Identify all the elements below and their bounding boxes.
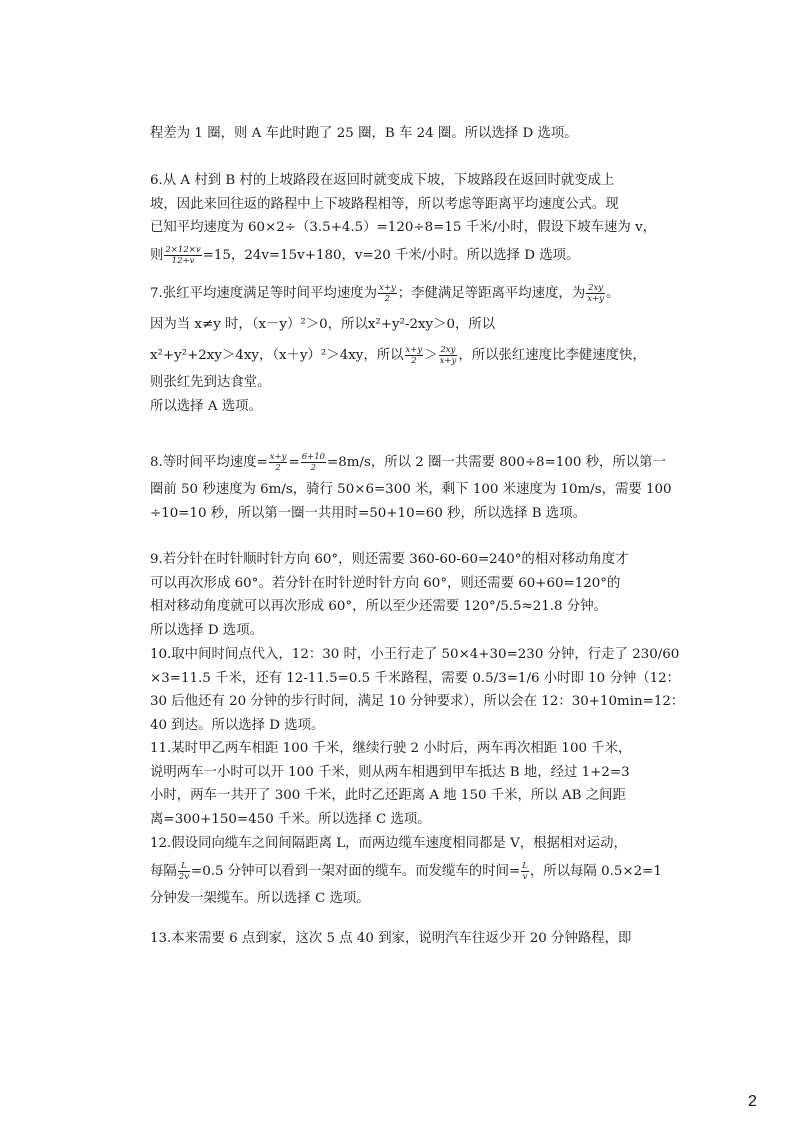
fraction <box>378 283 397 304</box>
text-line-with-fraction <box>150 447 666 478</box>
fraction-denominator: 2 <box>411 356 417 366</box>
fraction <box>586 283 605 304</box>
text-line: 已知平均速度为 60×2÷（3.5+4.5）=120÷8=15 千米/小时，假设下坡车速为 v， <box>150 220 657 235</box>
text-line: 9.若分针在时针顺时针方向 60°，则还需要 360-60-60=240°的相对移动角度才 <box>150 552 629 567</box>
text-fragment: ，所以每隔 0.5×2=1 <box>529 863 662 879</box>
text-fragment: =8m/s，所以 2 圈一共需要 800÷8=100 秒，所以第一 <box>327 455 666 470</box>
fraction-denominator: 2 <box>384 294 391 304</box>
text-fragment: ＞ <box>424 348 438 363</box>
fraction-numerator: 2xy <box>440 345 456 355</box>
paragraph-13 <box>150 927 650 951</box>
fraction <box>439 345 458 366</box>
text-fragment: ；李健满足等距离平均速度，为 <box>397 286 586 301</box>
text-line: 30 后他还有 20 分钟的步行时间，满足 10 分钟要求），所以会在 12：30+10min=12： <box>150 694 685 709</box>
fraction-numerator: x+y <box>379 283 396 293</box>
text-line: 10.取中间时间点代入，12：30 时，小王行走了 50×4+30=230 分钟，行走了 230/60 <box>150 647 680 662</box>
text-line: 小时，两车一共开了 300 千米，此时乙还距离 A 地 150 千米，所以 AB 之间距 <box>150 788 626 803</box>
text-line: 40 到达。所以选择 D 选项。 <box>150 717 325 733</box>
paragraph-10 <box>150 643 685 737</box>
text-line: 12.假设同向缆车之间间隔距离 L，而两边缆车速度相同都是 V，根据相对运动， <box>150 836 627 851</box>
text-line: 6.从 A 村到 B 村的上坡路段在返回时就变成下坡，下坡路段在返回时就变成上 <box>150 173 615 188</box>
text-line: 所以选择 D 选项。 <box>150 622 263 638</box>
text-line: 相对移动角度就可以再次形成 60°，所以至少还需要 120°/5.5≈21.8 分钟。 <box>150 599 607 614</box>
fraction-denominator: x+y <box>439 356 457 366</box>
fraction-numerator: L <box>178 861 190 872</box>
text-fragment: =15，24v=15v+180，v=20 千米/小时。所以选择 D 选项。 <box>202 247 580 263</box>
paragraph-8 <box>150 447 672 525</box>
text-fragment: =0.5 分钟可以看到一架对面的缆车。而发缆车的时间= <box>191 863 521 879</box>
paragraph-12 <box>150 832 662 910</box>
fraction-numerator: 2xy <box>588 283 604 293</box>
paragraph-9 <box>150 548 650 642</box>
fraction-numerator: x+y <box>405 345 423 355</box>
fraction <box>164 245 201 266</box>
text-line: 所以选择 A 选项。 <box>150 398 262 414</box>
text-line: 因为当 x≠y 时，（x－y）²＞0，所以x²+y²-2xy＞0，所以 <box>150 317 496 332</box>
fraction-denominator: 2v <box>178 871 189 882</box>
text-line: 离=300+150=450 千米。所以选择 C 选项。 <box>150 811 431 827</box>
text-line: ÷10=10 秒，所以第一圈一共用时=50+10=60 秒，所以选择 B 选项。 <box>150 505 586 521</box>
text-fragment: ，所以张红速度比李健速度快， <box>458 348 646 363</box>
fraction-denominator: 2 <box>310 463 317 473</box>
text-line: 圈前 50 秒速度为 6m/s，骑行 50×6=300 米，剩下 100 米速度为 10m/s，需要 100 <box>150 482 672 497</box>
text-line: ×3=11.5 千米，还有 12-11.5=0.5 千米路程，需要 0.5/3=1/6 小时即 10 分钟（12： <box>150 670 681 686</box>
paragraph-6 <box>150 169 657 271</box>
paragraph-7 <box>150 278 650 418</box>
fraction <box>178 861 190 882</box>
text-line: 说明两车一小时可以开 100 千米，则从两车相遇到甲车抵达 B 地，经过 1+2=3 <box>150 764 630 780</box>
fraction-numerator: x+y <box>269 452 287 462</box>
text-line: 程差为 1 圈，则 A 车此时跑了 25 圈，B 车 24 圈。所以选择 D 选项。 <box>150 126 578 141</box>
text-line-with-fraction <box>150 340 650 371</box>
fraction-denominator: v <box>522 871 528 882</box>
text-line: 可以再次形成 60°。若分针在时针逆时针方向 60°，则还需要 60+60=120°的 <box>150 575 621 591</box>
text-line: 坡，因此来回往返的路程中上下坡路程相等，所以考虑等距离平均速度公式。现 <box>150 196 619 212</box>
text-fragment: 8.等时间平均速度= <box>150 455 268 470</box>
text-line: 则张红先到达食堂。 <box>150 375 271 390</box>
fraction-numerator: 6+10 <box>301 452 326 462</box>
text-fragment: 每隔 <box>150 863 177 879</box>
fraction-numerator: L <box>522 860 528 871</box>
fraction-denominator: x+y <box>587 294 604 304</box>
text-line-with-fraction <box>150 278 650 309</box>
text-fragment: 则 <box>150 247 164 263</box>
text-line-with-fraction <box>150 856 662 887</box>
text-fragment: 7.张红平均速度满足等时间平均速度为 <box>150 286 378 301</box>
text-fragment: = <box>288 455 300 470</box>
fraction <box>521 861 529 882</box>
paragraph-11 <box>150 737 650 831</box>
fraction-denominator: 2 <box>275 463 281 473</box>
paragraph-5-end <box>150 122 650 146</box>
text-fragment: x²+y²+2xy＞4xy，（x＋y）²＞4xy，所以 <box>150 348 404 363</box>
fraction <box>301 452 326 473</box>
fraction <box>269 452 288 473</box>
page-number: 2 <box>748 1093 757 1110</box>
text-line: 11.某时甲乙两车相距 100 千米，继续行驶 2 小时后，两车再次相距 100 千米， <box>150 741 632 756</box>
text-fragment: 。 <box>605 286 620 301</box>
text-line-with-fraction <box>150 240 650 271</box>
fraction-numerator: 2×12×v <box>165 244 201 255</box>
fraction <box>405 345 424 366</box>
text-line: 分钟发一架缆车。所以选择 C 选项。 <box>150 890 370 906</box>
text-line: 13.本来需要 6 点到家，这次 5 点 40 到家，说明汽车往返少开 20 分钟路程，即 <box>150 931 632 946</box>
fraction-denominator: 12+v <box>171 255 195 266</box>
